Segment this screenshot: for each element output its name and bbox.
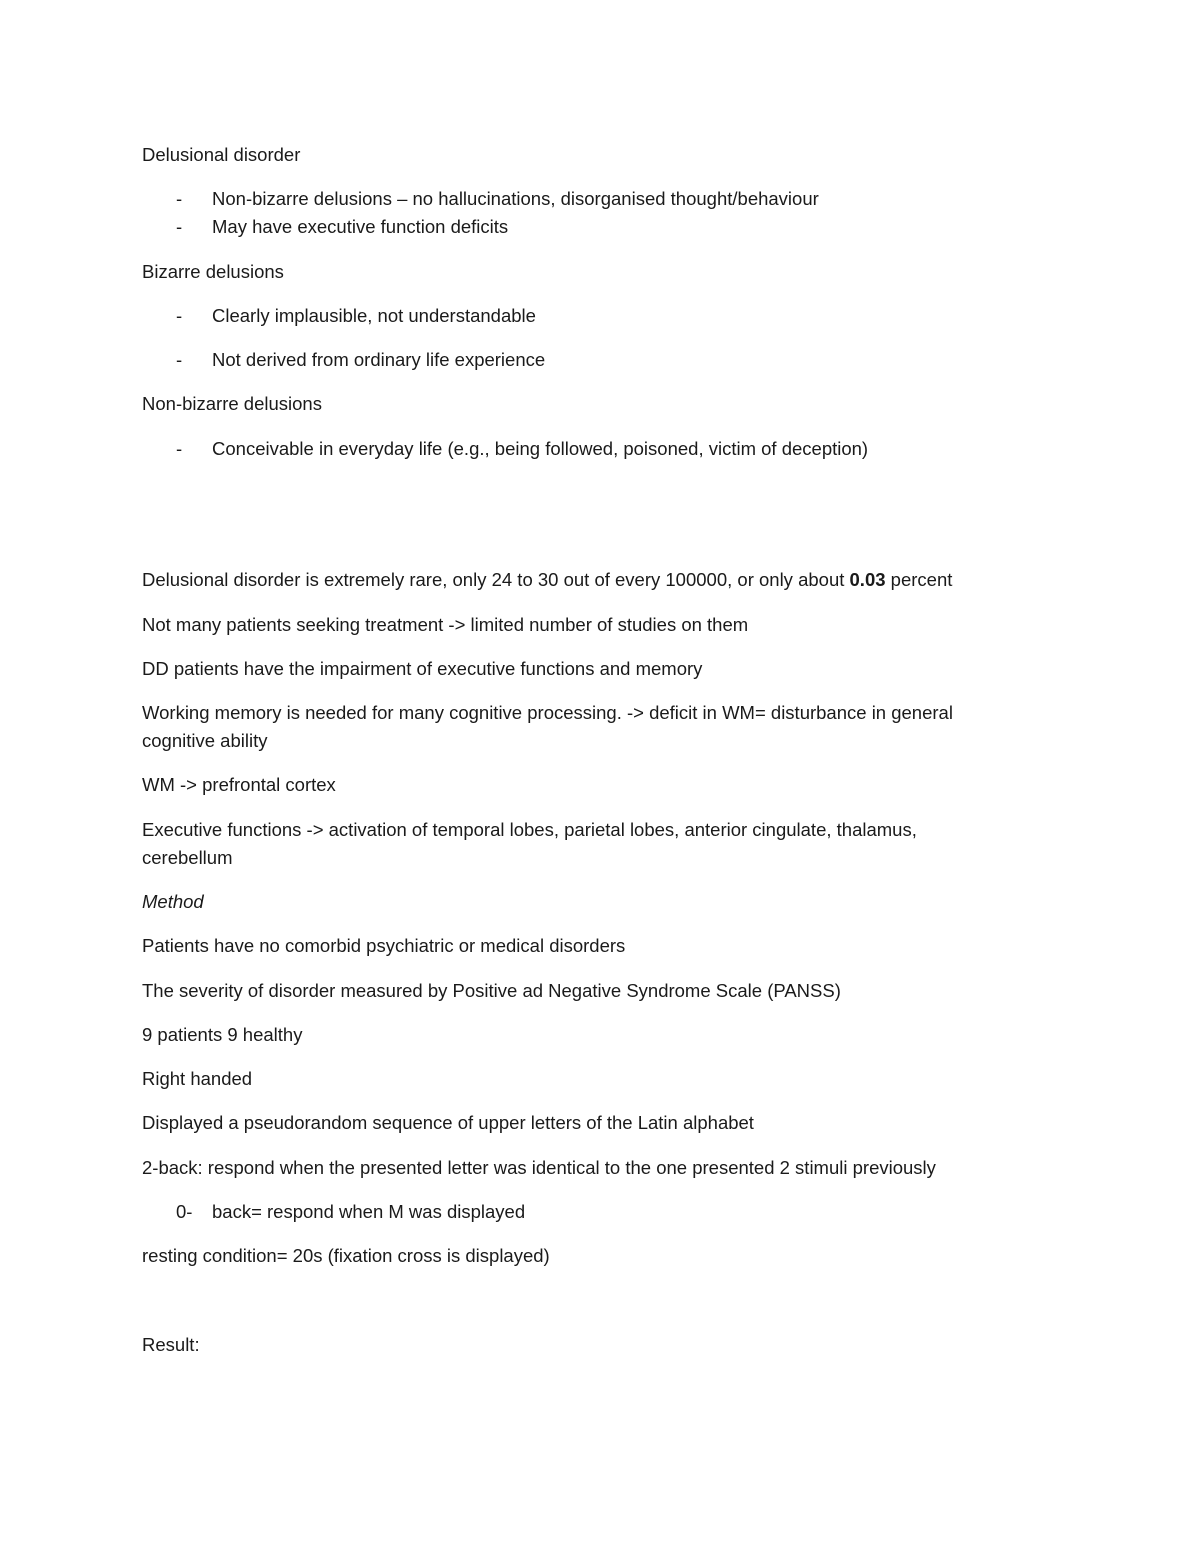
bullet-marker: - bbox=[176, 349, 183, 370]
heading-result: Result: bbox=[142, 1334, 200, 1355]
rarity-text-end: percent bbox=[885, 569, 953, 590]
bullet-marker: - bbox=[176, 438, 183, 459]
method-comorbid: Patients have no comorbid psychiatric or medical disorders bbox=[142, 935, 626, 956]
method-count: 9 patients 9 healthy bbox=[142, 1024, 303, 1045]
paragraph-executive-functions: Executive functions -> activation of temporal lobes, parietal lobes, anterior cingulate, thalamus, bbox=[142, 819, 917, 840]
paragraph-treatment: Not many patients seeking treatment -> limited number of studies on them bbox=[142, 614, 749, 635]
list-item: May have executive function deficits bbox=[212, 216, 509, 237]
numbered-marker: 0- bbox=[176, 1201, 193, 1222]
paragraph-working-memory-cont: cognitive ability bbox=[142, 730, 268, 751]
method-handed: Right handed bbox=[142, 1068, 253, 1089]
bullet-marker: - bbox=[176, 305, 183, 326]
bullet-marker: - bbox=[176, 188, 183, 209]
list-item: Conceivable in everyday life (e.g., being followed, poisoned, victim of deception) bbox=[212, 438, 869, 459]
list-item: Not derived from ordinary life experience bbox=[212, 349, 546, 370]
heading-bizarre-delusions: Bizarre delusions bbox=[142, 261, 284, 282]
method-sequence: Displayed a pseudorandom sequence of upper letters of the Latin alphabet bbox=[142, 1112, 754, 1133]
paragraph-rarity bbox=[142, 566, 952, 594]
list-item: Non-bizarre delusions – no hallucinations, disorganised thought/behaviour bbox=[212, 188, 819, 209]
rarity-percent-bold: 0.03 bbox=[849, 569, 886, 590]
heading-non-bizarre-delusions: Non-bizarre delusions bbox=[142, 393, 322, 414]
paragraph-wm-cortex: WM -> prefrontal cortex bbox=[142, 774, 336, 795]
rarity-text: Delusional disorder is extremely rare, only 24 to 30 out of every 100000, or only about bbox=[142, 569, 850, 590]
paragraph-working-memory: Working memory is needed for many cognitive processing. -> deficit in WM= disturbance in general bbox=[142, 702, 953, 723]
paragraph-impairment: DD patients have the impairment of executive functions and memory bbox=[142, 658, 703, 679]
method-0back: back= respond when M was displayed bbox=[212, 1201, 526, 1222]
list-item: Clearly implausible, not understandable bbox=[212, 305, 536, 326]
method-resting: resting condition= 20s (fixation cross is displayed) bbox=[142, 1245, 550, 1266]
heading-delusional-disorder: Delusional disorder bbox=[142, 144, 301, 165]
method-2back: 2-back: respond when the presented letter was identical to the one presented 2 stimuli previously bbox=[142, 1157, 936, 1178]
bullet-marker: - bbox=[176, 216, 183, 237]
heading-method: Method bbox=[142, 891, 204, 912]
method-severity: The severity of disorder measured by Positive ad Negative Syndrome Scale (PANSS) bbox=[142, 980, 841, 1001]
paragraph-executive-functions-cont: cerebellum bbox=[142, 847, 233, 868]
